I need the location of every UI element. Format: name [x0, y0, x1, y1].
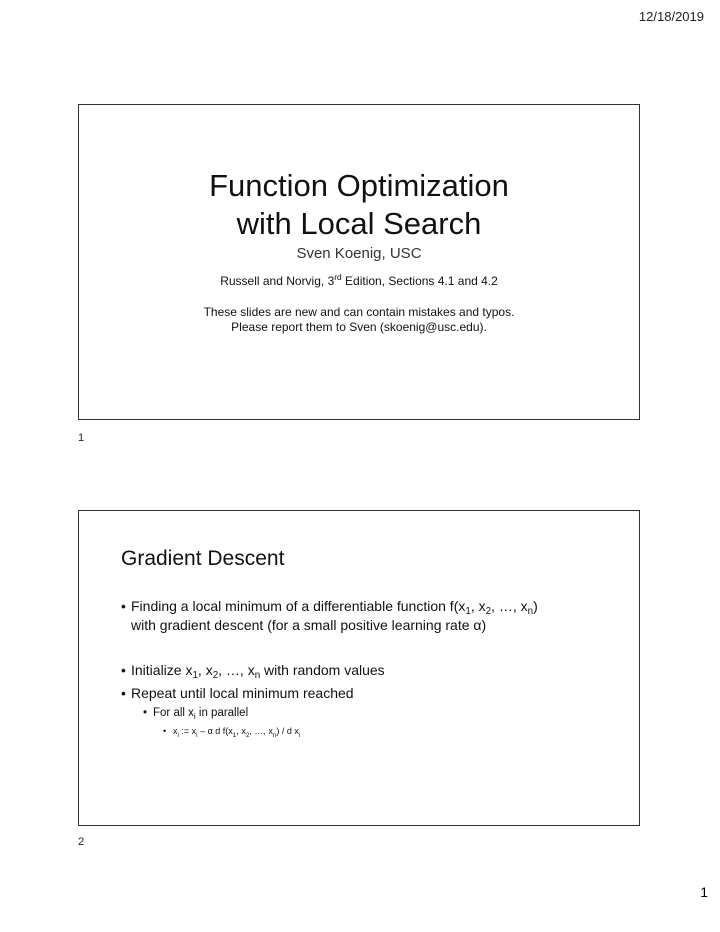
sub-sub-bullet-update-rule: • $x_i$ := $x_i$ – α d $f(x_1$, $x_2$, …, $x_n$) / d $x_i$ [121, 723, 621, 739]
reference-suffix: Edition, Sections 4.1 and 4.2 [341, 274, 498, 288]
bullet-gap [121, 639, 621, 661]
slide-1-note-line-2: Please report them to Sven (skoenig@usc.edu). [231, 320, 487, 334]
slide-1-title-line-1: Function Optimization [209, 168, 509, 203]
bullet-repeat: • Repeat until local minimum reached [121, 684, 621, 703]
slide-1-number: 1 [78, 432, 85, 444]
page-number: 1 [700, 884, 708, 900]
slide-1-note-line-1: These slides are new and can contain mistakes and typos. [203, 305, 515, 319]
slide-1-note [79, 305, 639, 335]
slide-2-number: 2 [78, 836, 85, 848]
sub-bullet-parallel: • For all $x_i$ in parallel [121, 705, 621, 721]
slide-2 [78, 510, 640, 826]
slide-1-title-line-2: with Local Search [236, 206, 482, 241]
bullet-local-minimum: • Finding a local minimum of a differentiable function $f(x_1$, $x_2$, …, $x_n$) with gradient descent (for a small positive learning rate α) [121, 597, 621, 635]
slide-2-title: Gradient Descent [121, 547, 285, 570]
reference-prefix: Russell and Norvig, 3 [220, 274, 335, 288]
reference-superscript: rd [334, 272, 342, 282]
header-date: 12/18/2019 [638, 9, 704, 24]
slide-1-title [79, 167, 639, 243]
slide-1-author: Sven Koenig, USC [296, 245, 422, 262]
slide-2-bullet-list [121, 597, 621, 739]
slide-1 [78, 104, 640, 420]
bullet-initialize: • Initialize $x_1$, $x_2$, …, $x_n$ with random values [121, 661, 621, 680]
slide-1-reference [79, 274, 639, 288]
